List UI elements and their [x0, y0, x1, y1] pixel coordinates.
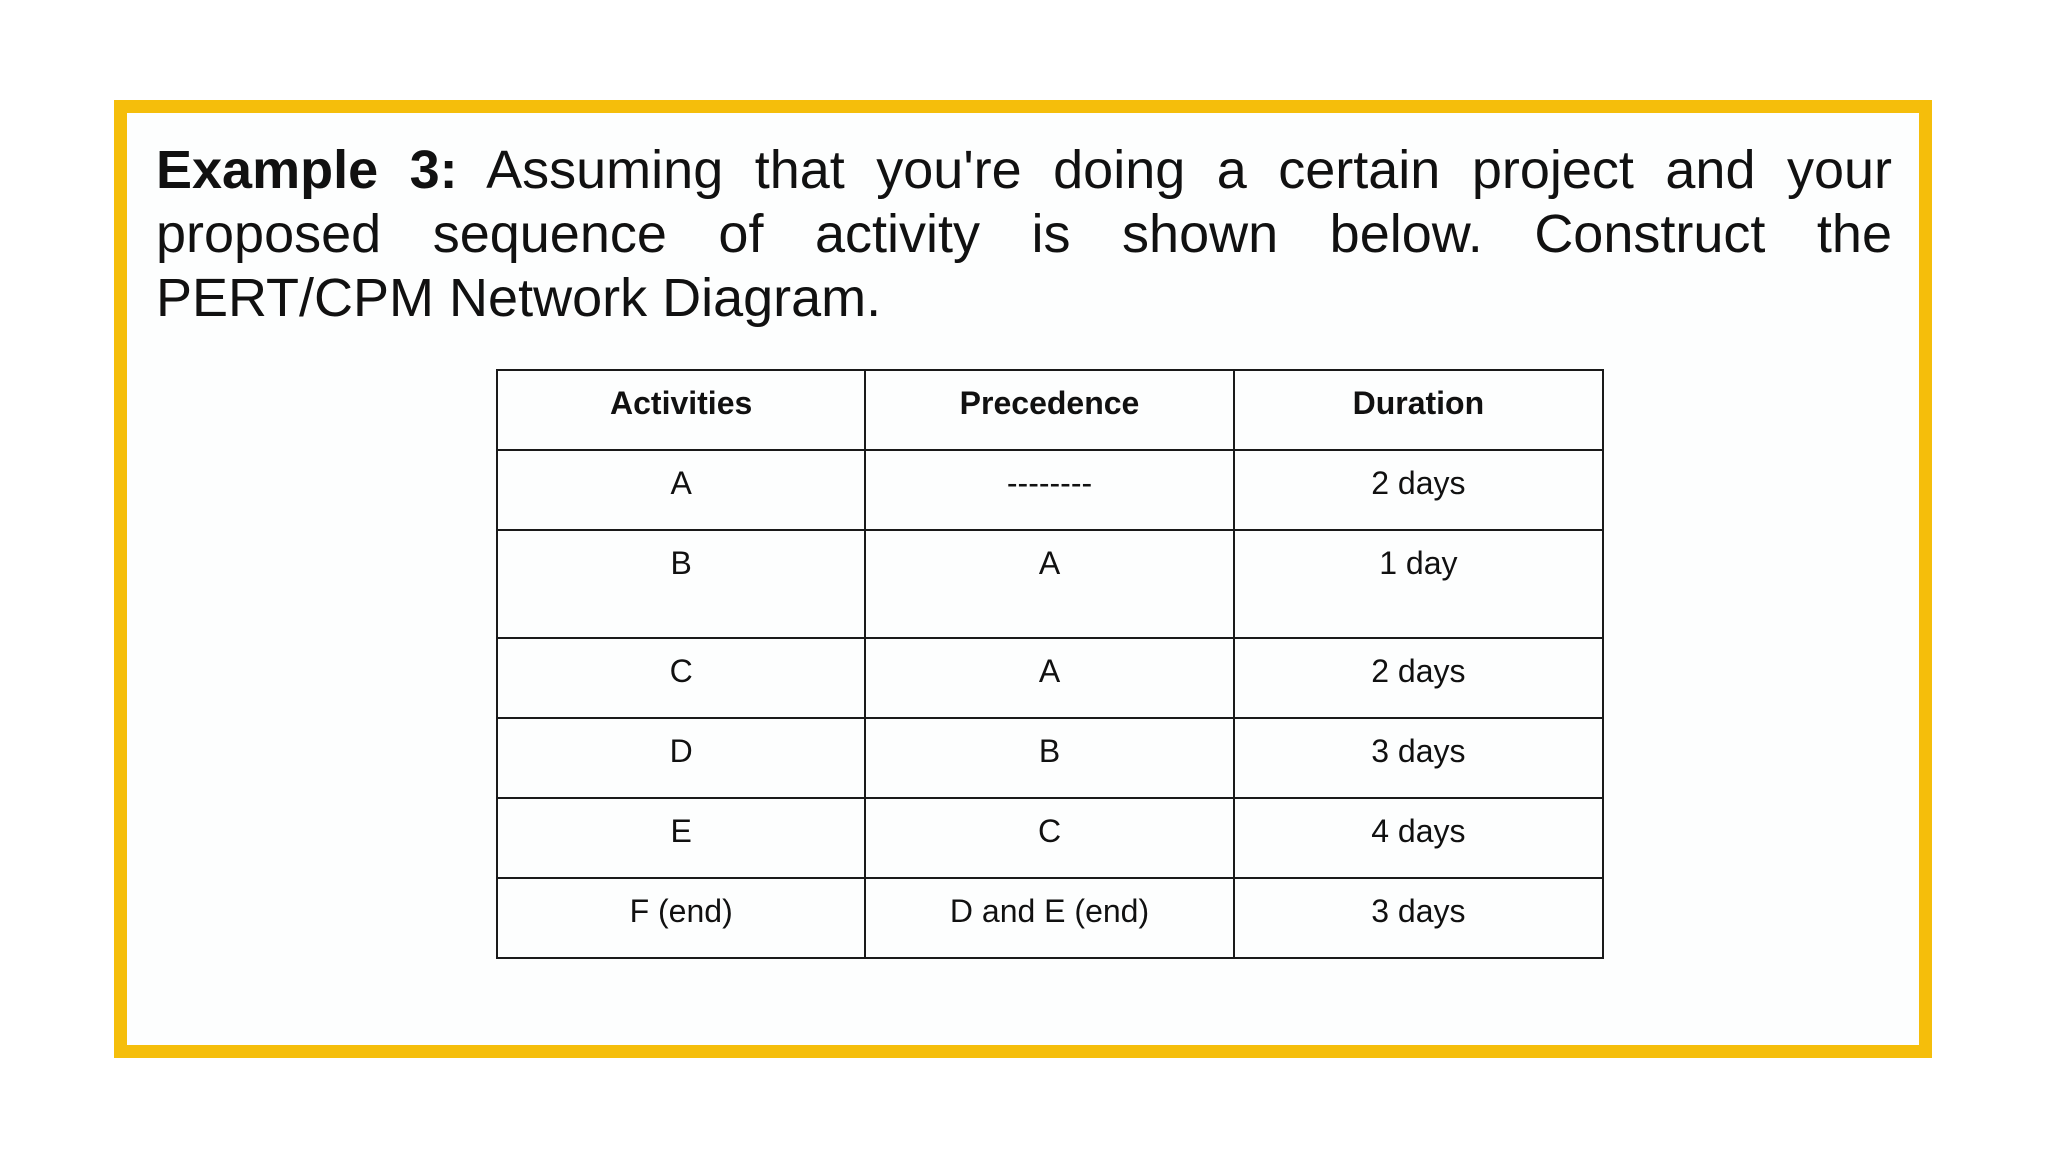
table-row — [497, 638, 1603, 718]
cell-activity: A — [497, 450, 865, 530]
activity-table — [496, 369, 1604, 959]
cell-duration: 3 days — [1234, 878, 1603, 958]
header-duration: Duration — [1234, 370, 1603, 450]
cell-precedence: -------- — [865, 450, 1233, 530]
cell-duration: 3 days — [1234, 718, 1603, 798]
cell-precedence: A — [865, 530, 1233, 638]
example-label: Example 3: — [156, 140, 458, 200]
table-row — [497, 798, 1603, 878]
header-precedence: Precedence — [865, 370, 1233, 450]
header-activities: Activities — [497, 370, 865, 450]
cell-precedence: A — [865, 638, 1233, 718]
cell-activity: B — [497, 530, 865, 638]
cell-duration: 2 days — [1234, 638, 1603, 718]
cell-duration: 1 day — [1234, 530, 1603, 638]
cell-duration: 4 days — [1234, 798, 1603, 878]
cell-activity: F (end) — [497, 878, 865, 958]
table-row — [497, 878, 1603, 958]
cell-activity: D — [497, 718, 865, 798]
table-header-row — [497, 370, 1603, 450]
table-row — [497, 450, 1603, 530]
cell-precedence: B — [865, 718, 1233, 798]
cell-precedence: D and E (end) — [865, 878, 1233, 958]
example-prompt — [156, 138, 1892, 330]
example-text: Assuming that you're doing a certain project and your proposed sequence of activity is shown below. Construct the PERT/CPM Network Diagram. — [156, 140, 1893, 328]
cell-activity: C — [497, 638, 865, 718]
cell-precedence: C — [865, 798, 1233, 878]
table-row — [497, 718, 1603, 798]
cell-activity: E — [497, 798, 865, 878]
cell-duration: 2 days — [1234, 450, 1603, 530]
table-row — [497, 530, 1603, 638]
